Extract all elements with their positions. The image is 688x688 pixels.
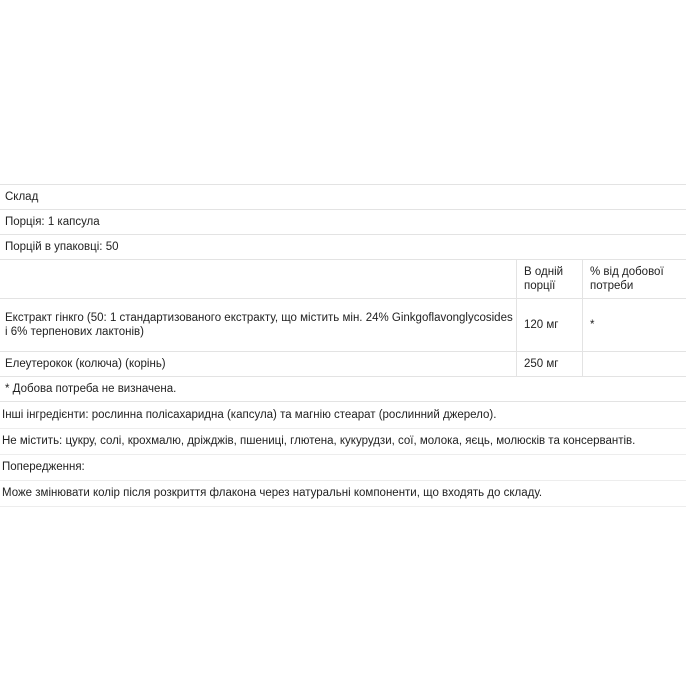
serving-size-row: [0, 210, 686, 235]
header-amount: В одній порції: [517, 260, 583, 299]
column-header-row: [0, 260, 686, 299]
footnote-row: [0, 377, 686, 402]
ingredient-row: [0, 299, 686, 352]
header-name-cell: [0, 260, 517, 299]
ingredient-amount: 120 мг: [517, 299, 583, 352]
ingredient-name: Елеутерокок (колюча) (корінь): [0, 352, 517, 377]
servings-per-container: Порцій в упаковці: 50: [0, 235, 686, 260]
daily-value-footnote: * Добова потреба не визначена.: [0, 377, 686, 402]
ingredient-name: Екстракт гінкго (50: 1 стандартизованого екстракту, що містить мін. 24% Ginkgoflavonglycosides і 6% терпенових лактонів): [0, 299, 517, 352]
header-daily-value: % від добової потреби: [583, 260, 687, 299]
other-ingredients: Інші інгредієнти: рослинна полісахаридна (капсула) та магнію стеарат (рослинний джерело).: [0, 403, 686, 429]
ingredient-daily-value: *: [583, 299, 687, 352]
warnings-text: Може змінювати колір після розкриття флакона через натуральні компоненти, що входять до складу.: [0, 481, 686, 507]
supplement-facts-table: [0, 184, 686, 402]
ingredient-row: [0, 352, 686, 377]
ingredient-amount: 250 мг: [517, 352, 583, 377]
serving-size: Порція: 1 капсула: [0, 210, 686, 235]
ingredient-daily-value: [583, 352, 687, 377]
facts-heading-row: [0, 185, 686, 210]
additional-info: [0, 403, 686, 507]
facts-heading: Склад: [0, 185, 686, 210]
servings-per-container-row: [0, 235, 686, 260]
free-of-list: Не містить: цукру, солі, крохмалю, дріжджів, пшениці, глютена, кукурудзи, сої, молока, яєць, молюсків та консервантів.: [0, 429, 686, 455]
warnings-heading: Попередження:: [0, 455, 686, 481]
